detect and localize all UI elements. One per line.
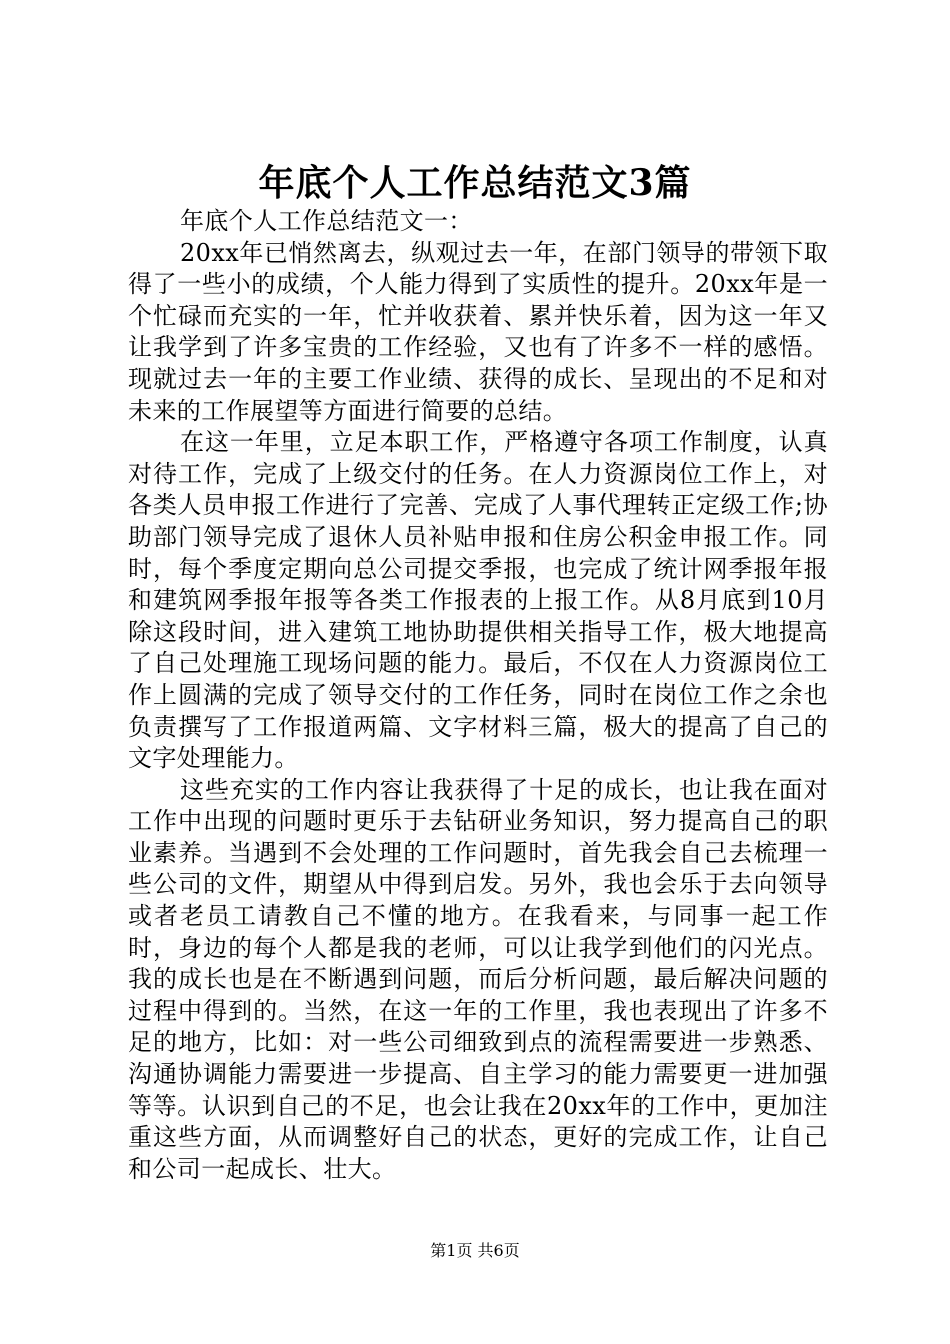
section-heading: 年底个人工作总结范文一： [180, 207, 473, 235]
document-title: 年底个人工作总结范文3篇 [258, 162, 692, 204]
page-number-footer: 第1页 共6页 [430, 1241, 520, 1260]
body-paragraph: 在这一年里，立足本职工作，严格遵守各项工作制度，认真对待工作，完成了上级交付的任务。在人力资源岗位工作上，对各类人员申报工作进行了完善、完成了人事代理转正定级工作;协助部门领导完成了退休人员补贴申报和住房公积金申报工作。同时，每个季度定期向总公司提交季报，也完成了统计网季报年报和建筑网季报年报等各类工作报表的上报工作。从8月底到10月除这段时间，进入建筑工地协助提供相关指导工作，极大地提高了自己处理施工现场问题的能力。最后，不仅在人力资源岗位工作上圆满的完成了领导交付的工作任务，同时在岗位工作之余也负责撰写了工作报道两篇、文字材料三篇，极大的提高了自己的文字处理能力。 [128, 428, 828, 773]
body-paragraph: 这些充实的工作内容让我获得了十足的成长，也让我在面对工作中出现的问题时更乐于去钻研业务知识，努力提高自己的职业素养。当遇到不会处理的工作问题时，首先我会自己去梳理一些公司的文件，期望从中得到启发。另外，我也会乐于去向领导或者老员工请教自己不懂的地方。在我看来，与同事一起工作时，身边的每个人都是我的老师，可以让我学到他们的闪光点。我的成长也是在不断遇到问题，而后分析问题，最后解决问题的过程中得到的。当然，在这一年的工作里，我也表现出了许多不足的地方，比如：对一些公司细致到点的流程需要进一步熟悉、沟通协调能力需要进一步提高、自主学习的能力需要更一进加强等等。认识到自己的不足，也会让我在20xx年的工作中，更加注重这些方面，从而调整好自己的状态，更好的完成工作，让自己和公司一起成长、壮大。 [128, 775, 828, 1183]
document-body [128, 206, 828, 1185]
body-paragraph: 20xx年已悄然离去，纵观过去一年，在部门领导的带领下取得了一些小的成绩，个人能力得到了实质性的提升。20xx年是一个忙碌而充实的一年，忙并收获着、累并快乐着，因为这一年又让我学到了许多宝贵的工作经验，又也有了许多不一样的感悟。现就过去一年的主要工作业绩、获得的成长、呈现出的不足和对未来的工作展望等方面进行简要的总结。 [128, 238, 828, 425]
